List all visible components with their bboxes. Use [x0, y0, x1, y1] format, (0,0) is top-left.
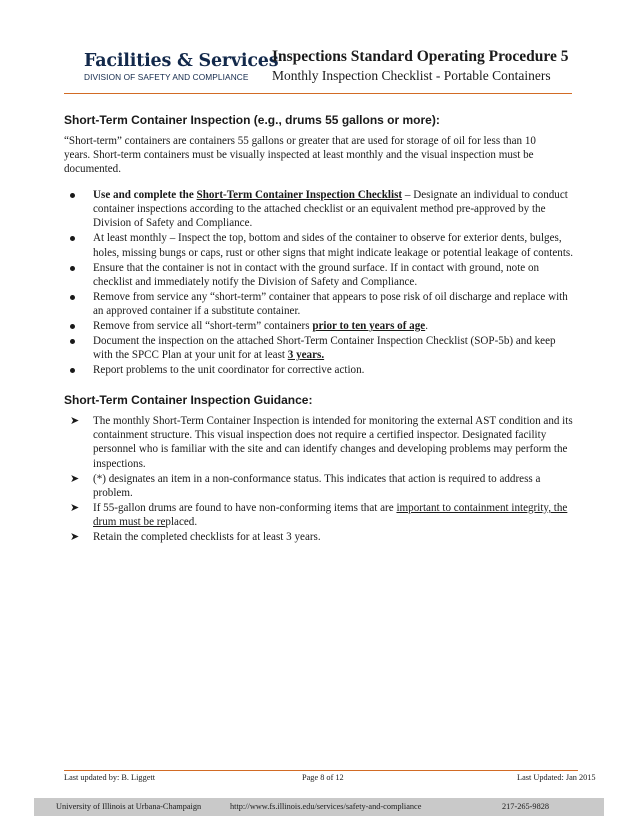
footer-university: University of Illinois at Urbana-Champaign	[56, 802, 202, 811]
footer-page-number: Page 8 of 12	[302, 773, 344, 782]
list-item	[64, 530, 574, 544]
guidance-list	[64, 414, 574, 545]
list-item	[64, 501, 574, 529]
footer-website-link[interactable]: http://www.fs.illinois.edu/services/safety-and-compliance	[230, 802, 422, 811]
logo-sub-text: DIVISION OF SAFETY AND COMPLIANCE	[84, 72, 249, 82]
arrow-bullet-icon: ➤	[70, 415, 80, 427]
requirements-list	[64, 188, 574, 378]
list-item-text: Remove from service any “short-term” container that appears to pose risk of oil discharge and replace with an approved container if a substitute container.	[93, 290, 568, 318]
section-heading-short-term: Short-Term Container Inspection (e.g., drums 55 gallons or more):	[64, 113, 440, 127]
bullet-dot-icon	[70, 319, 75, 333]
list-item	[64, 319, 574, 333]
bullet-dot-icon	[70, 188, 75, 202]
document-title: Inspections Standard Operating Procedure 5	[272, 48, 569, 65]
list-item	[64, 472, 574, 500]
footer-updated-by: Last updated by: B. Liggett	[64, 773, 156, 782]
bullet-dot-icon	[70, 363, 75, 377]
list-item	[64, 363, 574, 377]
list-item-text: (*) designates an item in a non-conformance status. This indicates that action is required to address a problem.	[93, 472, 541, 499]
list-item	[64, 414, 574, 471]
list-item	[64, 231, 574, 259]
bullet-dot-icon	[70, 334, 75, 348]
list-item-text: Remove from service all “short-term” containers	[93, 320, 313, 333]
bullet-dot-icon	[70, 231, 75, 245]
list-item-text: Ensure that the container is not in contact with the ground surface. If in contact with ground, note on checklist and immediately notify the Division of Safety and Compliance.	[93, 261, 540, 288]
emphasis-text: important to containment integrity, the drum must be re	[93, 501, 568, 529]
document-subtitle: Monthly Inspection Checklist - Portable Containers	[272, 68, 551, 83]
intro-line: documented.	[64, 163, 121, 176]
list-item	[64, 334, 574, 362]
emphasis-text: prior to ten years of age	[312, 320, 426, 333]
list-item-text: Retain the completed checklists for at least 3 years.	[93, 531, 321, 544]
header-divider	[64, 93, 572, 94]
list-item-text: .	[425, 320, 428, 333]
list-item-text: At least monthly – Inspect the top, bottom and sides of the container to observe for exterior dents, bulges, holes, missing bungs or caps, rust or other signs that might indicate leakage or potential leakage of contents.	[93, 232, 573, 259]
list-item-text: If 55-gallon drums are found to have non-conforming items that are	[93, 501, 397, 514]
intro-line: “Short-term” containers are containers 55 gallons or greater that are used for storage of oil for less than 10	[64, 135, 536, 147]
list-item-text: – Designate an individual to conduct container inspections according to the attached checklist or an equivalent method pre-approved by the Division of Safety and Compliance.	[93, 189, 568, 230]
list-item-lead: Use and complete the	[93, 189, 197, 201]
list-item	[64, 261, 574, 289]
list-item	[64, 188, 574, 231]
bullet-dot-icon	[70, 290, 75, 304]
emphasis-text: 3 years.	[287, 349, 325, 362]
intro-paragraph	[64, 134, 574, 177]
list-item-text: The monthly Short-Term Container Inspection is intended for monitoring the external AST condition and its containment structure. This visual inspection does not require a certified inspector. Designated facility personnel who is familiar with the site and can identify changes and developing problems may perform the inspections.	[93, 415, 573, 470]
intro-line: years. Short-term containers must be visually inspected at least monthly and the visual inspection must be	[64, 149, 534, 162]
logo-main-text: Facilities & Services	[84, 51, 279, 71]
facilities-services-logo	[84, 52, 278, 82]
bullet-dot-icon	[70, 261, 75, 275]
arrow-bullet-icon: ➤	[70, 472, 80, 485]
footer-divider	[64, 770, 578, 771]
section-heading-guidance: Short-Term Container Inspection Guidance:	[64, 393, 313, 407]
list-item-text: Document the inspection on the attached Short-Term Container Inspection Checklist (SOP-5b) and keep with the SPCC Plan at your unit for at least	[93, 335, 556, 362]
list-item-text: Report problems to the unit coordinator for corrective action.	[93, 364, 365, 377]
footer-contact-bar	[34, 798, 604, 816]
footer-last-updated: Last Updated: Jan 2015	[517, 773, 596, 782]
list-item-text: placed.	[165, 516, 198, 529]
arrow-bullet-icon: ➤	[70, 531, 80, 544]
footer-phone: 217-265-9828	[502, 802, 550, 811]
checklist-link[interactable]: Short-Term Container Inspection Checklist	[196, 189, 403, 201]
list-item	[64, 290, 574, 318]
arrow-bullet-icon: ➤	[70, 501, 80, 514]
